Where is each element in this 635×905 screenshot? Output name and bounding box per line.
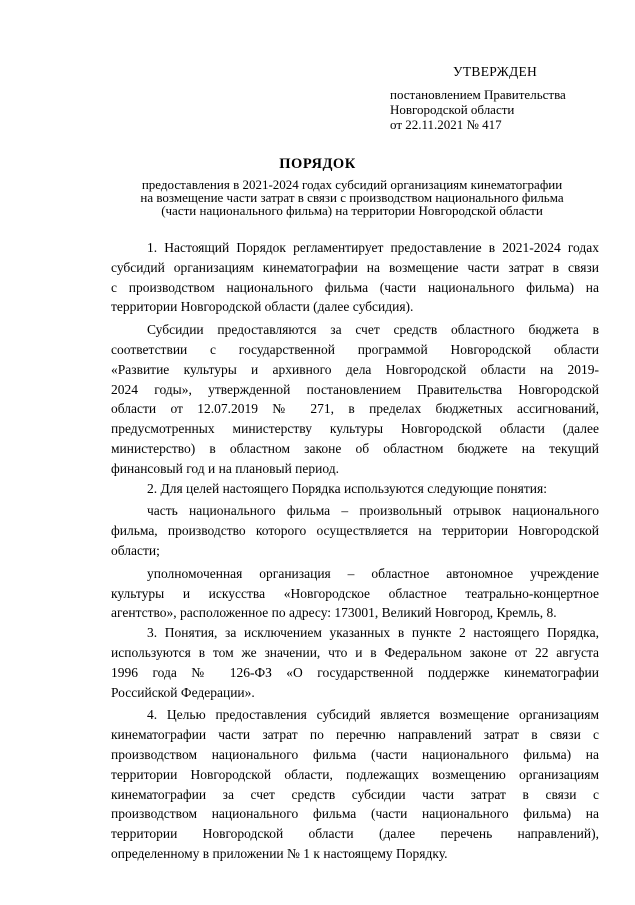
subtitle-line: на возмещение части затрат в связи с производством национального фильма — [140, 190, 564, 205]
subtitle-line: предоставления в 2021-2024 годах субсидий организациям кинематографии — [141, 177, 563, 192]
body-line: 1996 года № 126-ФЗ «О государственной поддержке кинематографии — [111, 664, 599, 680]
body-line: используются в том же значении, что и в Федеральном законе от 22 августа — [111, 644, 599, 660]
body-line: уполномоченная организация – областное автономное учреждение — [147, 565, 599, 581]
body-line: агентство», расположенное по адресу: 173001, Великий Новгород, Кремль, 8. — [111, 605, 557, 621]
body-line: субсидий организациям кинематографии на возмещение части затрат в связи — [111, 259, 599, 275]
body-line: финансовый год и на плановый период. — [111, 460, 339, 476]
body-line: фильма, производство которого осуществляется на территории Новгородской — [111, 523, 599, 539]
body-line: 3. Понятия, за исключением указанных в пункте 2 настоящего Порядка, — [147, 625, 599, 641]
document-body — [111, 238, 599, 864]
approval-block — [390, 64, 620, 132]
body-line: территории Новгородской области (далее субсидия). — [111, 299, 414, 315]
approval-line: Новгородской области — [390, 102, 515, 117]
body-line: производством национального фильма (части национального фильма) на — [111, 806, 599, 822]
document-subtitle — [110, 178, 594, 217]
approval-line: от 22.11.2021 № 417 — [390, 117, 502, 132]
body-line: 2. Для целей настоящего Порядка используются следующие понятия: — [147, 480, 547, 496]
body-line: производством национального фильма (части национального фильма) на — [111, 746, 599, 762]
body-line: территории Новгородской области (далее перечень направлений), — [111, 826, 599, 842]
body-line: определенному в приложении № 1 к настоящему Порядку. — [111, 845, 448, 861]
body-line: Российской Федерации». — [111, 684, 255, 700]
body-line: области от 12.07.2019 № 271, в пределах бюджетных ассигнований, — [111, 401, 599, 417]
body-line: с производством национального фильма (части национального фильма) на — [111, 279, 599, 295]
body-line: соответствии с государственной программой Новгородской области — [111, 341, 599, 357]
body-line: предусмотренных министерству культуры Новгородской области (далее — [111, 421, 599, 437]
body-line: «Развитие культуры и архивного дела Новгородской области на 2019- — [111, 361, 599, 377]
body-line: культуры и искусства «Новгородское областное театрально-концертное — [111, 585, 599, 601]
body-line: территории Новгородской области, подлежащих возмещению организациям — [111, 766, 599, 782]
approved-heading: УТВЕРЖДЕН — [453, 64, 538, 79]
document-title: ПОРЯДОК — [279, 156, 356, 172]
body-line: Субсидии предоставляются за счет средств областного бюджета в — [147, 322, 599, 338]
body-line: кинематографии части затрат по перечню направлений затрат в связи с — [111, 727, 599, 743]
body-line: 4. Целью предоставления субсидий является возмещение организациям — [147, 707, 599, 723]
subtitle-line: (части национального фильма) на территории Новгородской области — [161, 203, 543, 218]
body-line: области; — [111, 542, 160, 558]
body-line: министерство) в областном законе об областном бюджете на текущий — [111, 440, 599, 456]
body-line: часть национального фильма – произвольный отрывок национального — [147, 503, 599, 519]
body-line: 1. Настоящий Порядок регламентирует предоставление в 2021-2024 годах — [147, 240, 599, 255]
body-line: кинематографии за счет средств субсидии части затрат в связи с — [111, 786, 599, 802]
body-line: 2024 годы», утвержденной постановлением Правительства Новгородской — [111, 381, 599, 397]
approval-line: постановлением Правительства — [390, 87, 566, 102]
